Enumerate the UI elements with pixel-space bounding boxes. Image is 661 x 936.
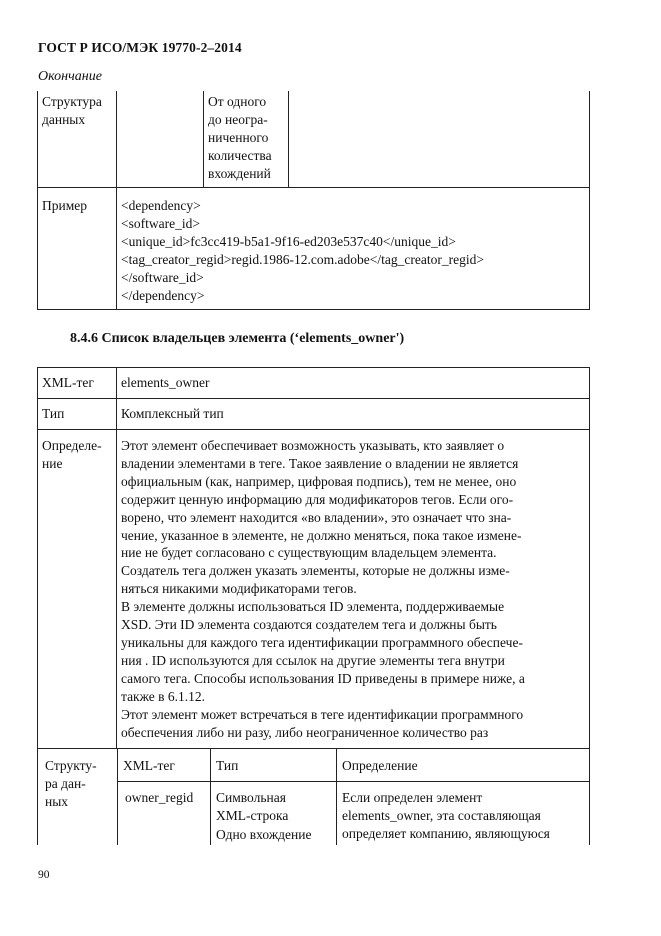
structure-label: Структу- ра дан- ных [45, 758, 97, 809]
sub-header-definition: Определение [342, 758, 418, 773]
table-border [37, 429, 590, 430]
structure-label: Структура данных [42, 94, 102, 127]
definition-text [121, 437, 589, 741]
table-border [37, 91, 38, 310]
sub-header-xml-tag: XML-тег [123, 758, 175, 773]
table-border [37, 367, 590, 368]
code-line: </software_id> [121, 270, 204, 285]
table-border [37, 367, 38, 845]
code-line: </dependency> [121, 288, 205, 303]
definition-line: ния . ID используются для ссылок на другие элементы тега внутри [121, 652, 505, 668]
definition-line: Этот элемент может встречаться в теге идентификации программного [121, 706, 524, 722]
example-label: Пример [42, 198, 88, 213]
owner-regid-occurrence: Одно вхождение [216, 827, 312, 842]
table-border [116, 91, 117, 310]
code-line: <unique_id>fc3cc419-b5a1-9f16-ed203e537c40</unique_id> [121, 234, 456, 249]
definition-label: Определе- ние [42, 438, 102, 471]
owner-regid-tag: owner_regid [125, 790, 194, 805]
table-border [203, 91, 204, 187]
continuation-label: Окончание [38, 69, 102, 84]
definition-line: Этот элемент обеспечивает возможность указывать, кто заявляет о [121, 438, 505, 453]
definition-line: няться никакими модификаторами тегов. [121, 581, 357, 597]
definition-line: владении элементами в теге. Такое заявление о владении не является [121, 455, 519, 471]
type-value: Комплексный тип [121, 406, 224, 421]
section-title: 8.4.6 Список владельцев элемента (‘elements_owner') [70, 331, 405, 346]
table-border [210, 748, 211, 845]
table-border [117, 781, 589, 782]
xml-tag-value: elements_owner [121, 375, 210, 390]
definition-line: чение, указанное в элементе, не должно меняться, пока такое измене- [121, 527, 522, 543]
type-label: Тип [42, 406, 65, 421]
table-border [589, 367, 590, 845]
table-border [37, 309, 590, 310]
table-border [37, 398, 590, 399]
definition-line: ние не будет согласовано с существующим владельцем элемента. [121, 545, 497, 561]
code-line: <software_id> [121, 216, 200, 231]
definition-line: уникальны для каждого тега идентификации программного обеспече- [121, 634, 523, 650]
table-border [117, 748, 118, 845]
document-header: ГОСТ Р ИСО/МЭК 19770-2–2014 [38, 40, 242, 55]
code-line: <tag_creator_regid>regid.1986-12.com.adobe</tag_creator_regid> [121, 252, 484, 267]
definition-line: также в 6.1.12. [121, 688, 206, 704]
table-border [336, 748, 337, 845]
table-border [37, 187, 590, 188]
definition-line: обеспечения либо ни разу, либо неограниченное количество раз [121, 724, 489, 740]
definition-line: официальным (как, например, цифровая подпись), тем не менее, оно [121, 473, 517, 489]
table-border [116, 367, 117, 748]
table-border [589, 91, 590, 310]
definition-line: ворено, что элемент находится «во владении», это означает что зна- [121, 509, 512, 525]
definition-line: В элементе должны использоваться ID элемента, поддерживаемые [121, 599, 505, 615]
definition-line: содержит ценную информацию для модификаторов тегов. Если ого- [121, 491, 514, 507]
table-border [37, 748, 590, 749]
definition-line: XSD. Эти ID элемента создаются создателем тега и должны быть [121, 617, 497, 633]
owner-regid-definition: Если определен элемент elements_owner, эта составляющая определяет компанию, являющуюся [342, 790, 550, 841]
definition-line: самого тега. Способы использования ID приведены в примере ниже, а [121, 670, 525, 686]
occurrence-text: От одного до неогра- ниченного количества вхождений [208, 94, 272, 181]
page-number: 90 [38, 869, 50, 881]
sub-header-type: Тип [216, 758, 239, 773]
xml-tag-label: XML-тег [42, 375, 94, 390]
definition-line: Создатель тега должен указать элементы, которые не должны изме- [121, 563, 510, 579]
code-line: <dependency> [121, 198, 201, 213]
owner-regid-type: Символьная XML-строка [216, 790, 289, 823]
table-border [288, 91, 289, 187]
